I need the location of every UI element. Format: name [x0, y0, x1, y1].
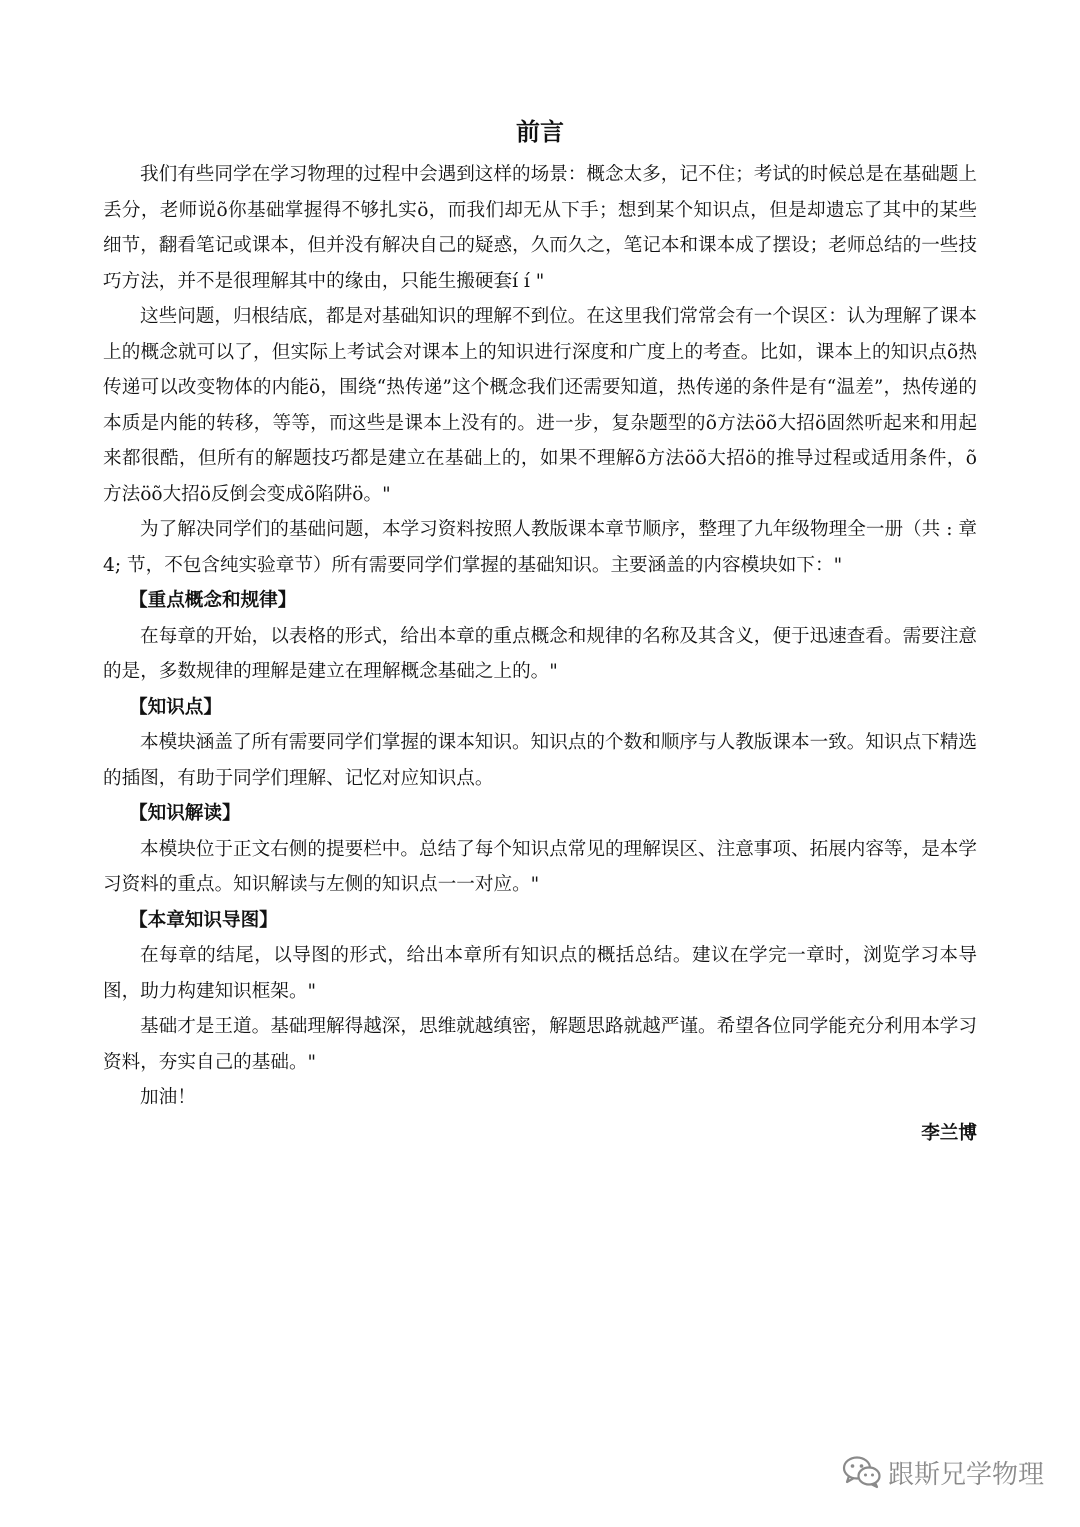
section-text-knowledge-points: 本模块涵盖了所有需要同学们掌握的课本知识。知识点的个数和顺序与人教版课本一致。知识点下精选的插图，有助于同学们理解、记忆对应知识点。 [103, 732, 977, 789]
section-text-mind-map: 在每章的结尾，以导图的形式，给出本章所有知识点的概括总结。建议在学完一章时，浏览学习本导图，助力构建知识框架。" [103, 945, 977, 1002]
page-title: 前言 [516, 117, 564, 146]
document-page [103, 112, 977, 1151]
section-heading-key-concepts: 【重点概念和规律】 [129, 590, 297, 611]
intro-paragraph-2: 这些问题，归根结底，都是对基础知识的理解不到位。在这里我们常常会有一个误区：认为理解了课本上的概念就可以了，但实际上考试会对课本上的知识进行深度和广度上的考查。比如，课本上的知识点õ热传递可以改变物体的内能ö，围绕“热传递”这个概念我们还需要知道，热传递的条件是有“温差”，热传递的本质是内能的转移，等等，而这些是课本上没有的。进一步，复杂题型的õ方法öõ大招ö固然听起来和用起来都很酷，但所有的解题技巧都是建立在基础上的，如果不理解õ方法öõ大招ö的推导过程或适用条件，õ方法öõ大招ö反倒会变成õ陷阱ö。" [103, 306, 977, 505]
section-text-key-concepts: 在每章的开始，以表格的形式，给出本章的重点概念和规律的名称及其含义，便于迅速查看。需要注意的是，多数规律的理解是建立在理解概念基础之上的。" [103, 625, 977, 682]
watermark-text: 跟斯兄学物理 [887, 1459, 1044, 1490]
author-signature: 李兰博 [921, 1122, 977, 1144]
closing-cheer: 加油！ [140, 1087, 196, 1108]
watermark [842, 1450, 1044, 1494]
section-heading-knowledge-interpretation: 【知识解读】 [129, 803, 241, 824]
closing-paragraph: 基础才是王道。基础理解得越深，思维就越缜密，解题思路就越严谨。希望各位同学能充分利用本学习资料，夯实自己的基础。" [103, 1016, 977, 1073]
section-heading-knowledge-points: 【知识点】 [129, 696, 222, 718]
intro-paragraph-3: 为了解决同学们的基础问题，本学习资料按照人教版课本章节顺序，整理了九年级物理全一册（共 : 章 4; 节，不包含纯实验章节）所有需要同学们掌握的基础知识。主要涵盖的内容模块如下：" [103, 519, 977, 576]
section-text-knowledge-interpretation: 本模块位于正文右侧的提要栏中。总结了每个知识点常见的理解误区、注意事项、拓展内容等，是本学习资料的重点。知识解读与左侧的知识点一一对应。" [103, 838, 977, 895]
section-heading-mind-map: 【本章知识导图】 [129, 909, 278, 931]
wechat-icon [842, 1455, 882, 1489]
intro-paragraph-1: 我们有些同学在学习物理的过程中会遇到这样的场景：概念太多，记不住；考试的时候总是在基础题上丢分，老师说õ你基础掌握得不够扎实ö，而我们却无从下手；想到某个知识点，但是却遗忘了其中的某些细节，翻看笔记或课本，但并没有解决自己的疑惑，久而久之，笔记本和课本成了摆设；老师总结的一些技巧方法，并不是很理解其中的缘由，只能生搬硬套í í " [103, 164, 977, 292]
